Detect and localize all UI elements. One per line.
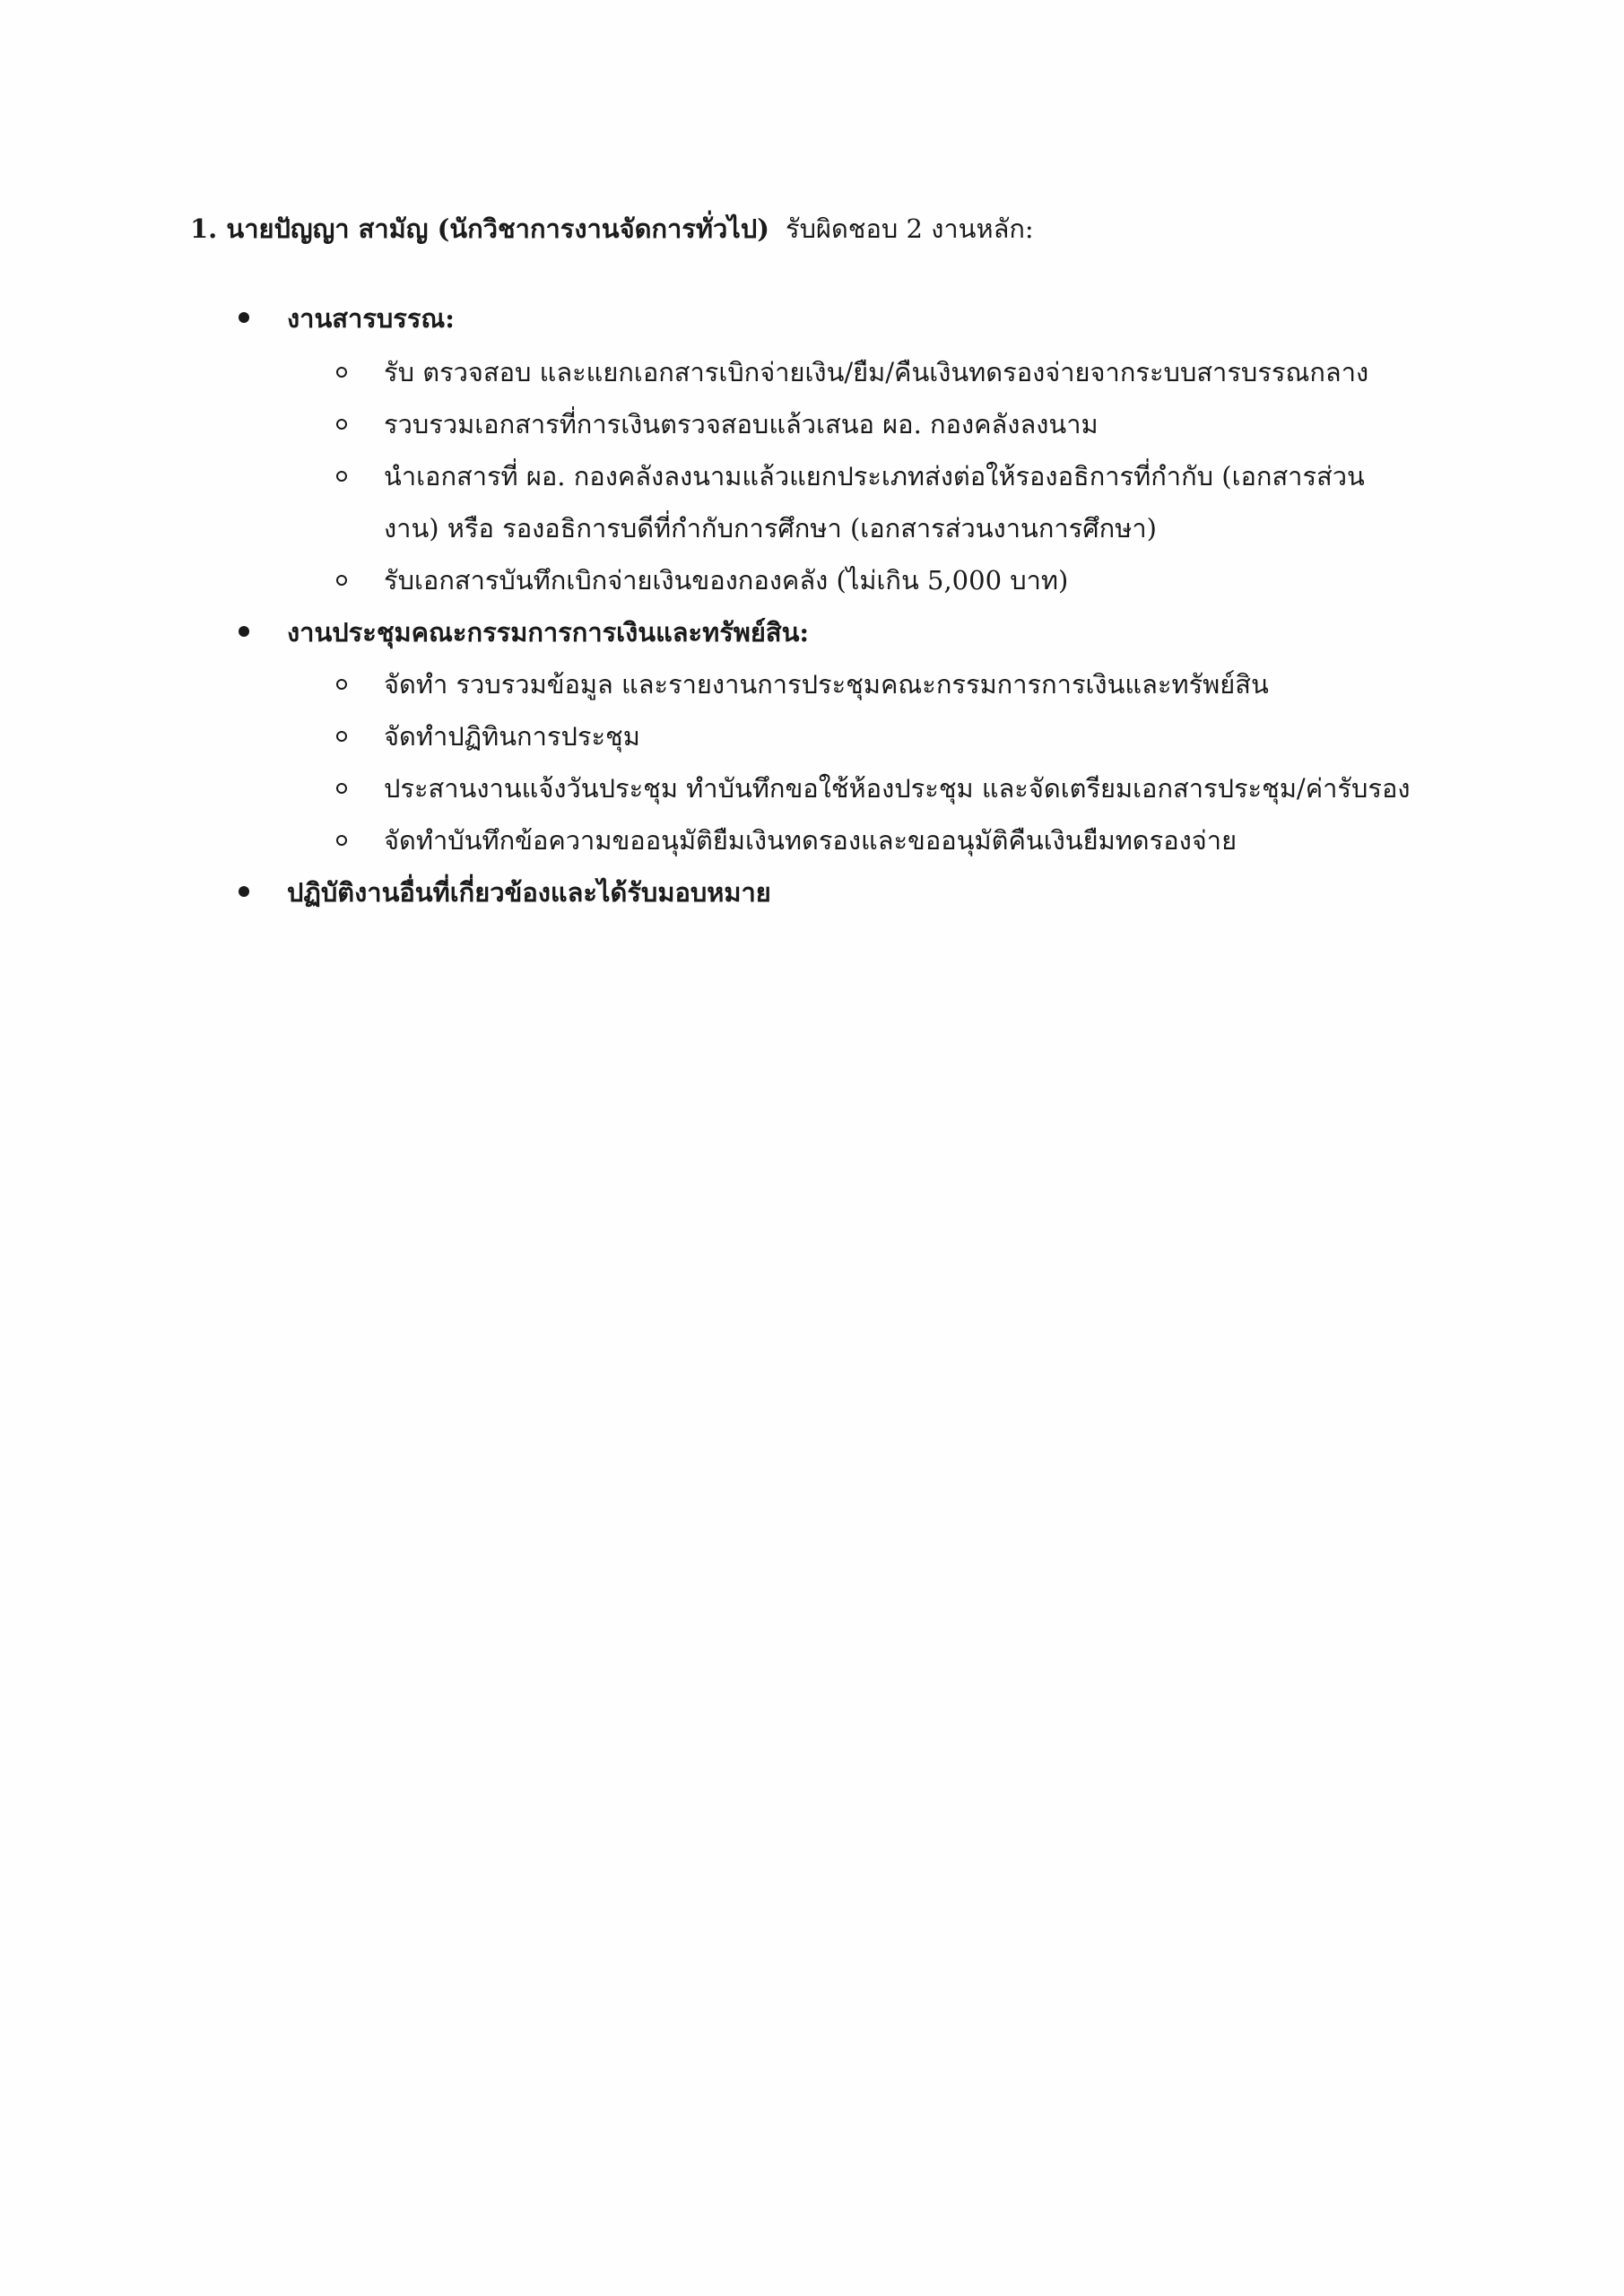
item-bullet xyxy=(336,835,347,846)
person-heading xyxy=(190,209,1034,248)
section-bullet xyxy=(239,626,249,637)
list-item: ประสานงานแจ้งวันประชุม ทำบันทึกขอใช้ห้องประชุม และจัดเตรียมเอกสารประชุม/ค่ารับรอง xyxy=(384,773,1411,804)
item-bullet xyxy=(336,419,347,430)
list-item: รวบรวมเอกสารที่การเงินตรวจสอบแล้วเสนอ ผอ. กองคลังลงนาม xyxy=(384,409,1099,439)
section-title-other-duties: ปฏิบัติงานอื่นที่เกี่ยวข้องและได้รับมอบหมาย xyxy=(287,877,771,908)
section-title-committee-meeting: งานประชุมคณะกรรมการการเงินและทรัพย์สิน: xyxy=(287,617,810,648)
list-item: รับ ตรวจสอบ และแยกเอกสารเบิกจ่ายเงิน/ยืม/คืนเงินทดรองจ่ายจากระบบสารบรรณกลาง xyxy=(384,357,1369,387)
item-bullet xyxy=(336,731,347,742)
list-item: นำเอกสารที่ ผอ. กองคลังลงนามแล้วแยกประเภทส่งต่อให้รองอธิการที่กำกับ (เอกสารส่วนงาน) หรือ รองอธิการบดีที่กำกับการศึกษา (เอกสารส่วนงานการศึกษา) xyxy=(384,461,1365,544)
list-item: จัดทำปฏิทินการประชุม xyxy=(384,721,640,752)
item-bullet xyxy=(336,679,347,690)
person-name-title: 1. นายปัญญา สามัญ (นักวิชาการงานจัดการทั่วไป) xyxy=(190,213,769,244)
item-bullet xyxy=(336,575,347,586)
responsibility-summary: รับผิดชอบ 2 งานหลัก: xyxy=(786,213,1034,244)
section-bullet xyxy=(239,886,249,897)
item-bullet xyxy=(336,471,347,482)
section-title-correspondence: งานสารบรรณ: xyxy=(287,303,455,334)
item-bullet xyxy=(336,367,347,378)
section-bullet xyxy=(239,312,249,323)
list-item: จัดทำบันทึกข้อความขออนุมัติยืมเงินทดรองและขออนุมัติคืนเงินยืมทดรองจ่าย xyxy=(384,825,1238,856)
item-bullet xyxy=(336,783,347,794)
list-item: จัดทำ รวบรวมข้อมูล และรายงานการประชุมคณะกรรมการการเงินและทรัพย์สิน xyxy=(384,669,1269,700)
list-item: รับเอกสารบันทึกเบิกจ่ายเงินของกองคลัง (ไม่เกิน 5,000 บาท) xyxy=(384,565,1069,596)
